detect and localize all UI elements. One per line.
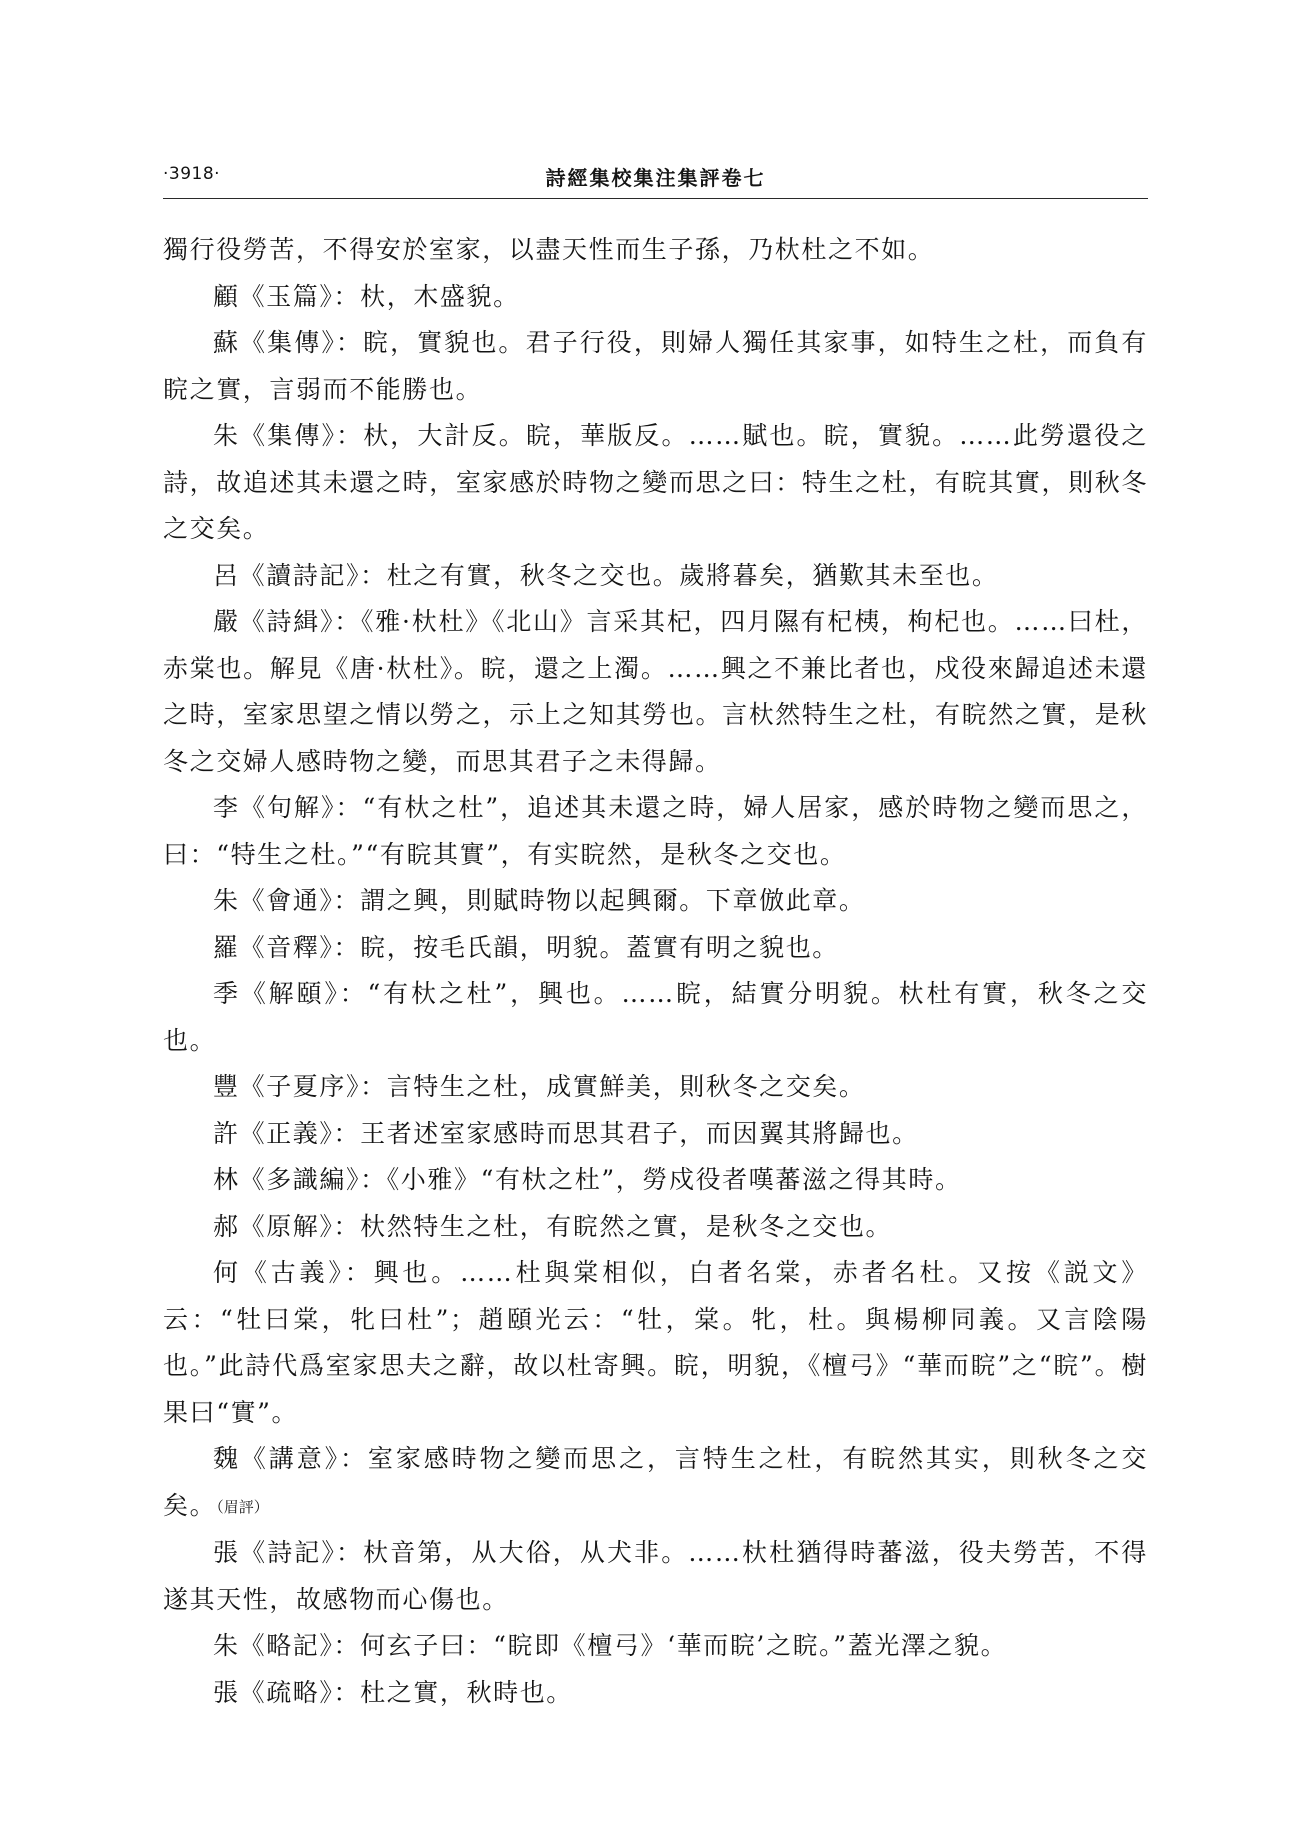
paragraph: 林《多識編》：《小雅》“有杕之杜”，勞戍役者嘆蕃滋之得其時。 <box>213 1165 962 1194</box>
page-number: ·3918· <box>163 164 221 184</box>
paragraph: 張《詩記》：杕音第，从大俗，从犬非。……杕杜猶得時蕃滋，役夫勞苦，不得遂其天性，故感物而心傷也。 <box>163 1538 1148 1614</box>
paragraph: 張《疏略》：杜之實，秋時也。 <box>213 1677 573 1707</box>
paragraph: 朱《集傳》：杕，大計反。睆，華版反。……賦也。睆，實貌。……此勞還役之詩，故追述其未還之時，室家感於時物之變而思之曰：特生之杜，有睆其實，則秋冬之交矣。 <box>163 421 1148 543</box>
paragraph: 羅《音釋》：睆，按毛氏韻，明貌。蓋實有明之貌也。 <box>213 932 839 962</box>
running-head <box>163 162 1148 194</box>
paragraph: 顧《玉篇》：杕，木盛貌。 <box>213 281 520 311</box>
paragraph: 李《句解》：“有杕之杜”，追述其未還之時，婦人居家，感於時物之變而思之，曰：“特生之杜。”“有睆其實”，有实睆然，是秋冬之交也。 <box>163 793 1148 869</box>
running-title: 詩經集校集注集評卷七 <box>545 166 766 190</box>
commentary-text <box>163 227 1148 1716</box>
header-rule <box>163 198 1148 199</box>
marginal-note: （眉評） <box>216 1497 269 1516</box>
paragraph: 許《正義》：王者述室家感時而思其君子，而因翼其將歸也。 <box>213 1118 919 1148</box>
paragraph: 呂《讀詩記》：杜之有實，秋冬之交也。歲將暮矣，猶歎其未至也。 <box>213 560 999 590</box>
paragraph: 朱《略記》：何玄子曰：“睆即《檀弓》‘華而睆’之睆。”蓋光澤之貌。 <box>213 1631 1008 1660</box>
paragraph-with-note <box>163 1436 1148 1530</box>
paragraph: 蘇《集傳》：睆，實貌也。君子行役，則婦人獨任其家事，如特生之杜，而負有睆之實，言弱而不能勝也。 <box>163 328 1148 404</box>
paragraph: 朱《會通》：謂之興，則賦時物以起興爾。下章倣此章。 <box>213 886 866 915</box>
paragraph: 獨行役勞苦，不得安於室家，以盡天性而生子孫，乃杕杜之不如。 <box>163 235 935 264</box>
paragraph: 郝《原解》：杕然特生之杜，有睆然之實，是秋冬之交也。 <box>213 1211 893 1241</box>
paragraph: 何《古義》：興也。……杜與棠相似，白者名棠，赤者名杜。又按《説文》云：“牡曰棠，牝曰杜”；趙頤光云：“牡，棠。牝，杜。與楊柳同義。又言陰陽也。”此詩代爲室家思夫之辭，故以杜寄興。睆，明貌，《檀弓》“華而睆”之“睆”。樹果曰“實”。 <box>163 1258 1148 1427</box>
paragraph: 豐《子夏序》：言特生之杜，成實鮮美，則秋冬之交矣。 <box>213 1072 866 1101</box>
paragraph: 嚴《詩緝》：《雅·杕杜》《北山》言采其杞，四月隰有杞桋，枸杞也。……曰杜，赤棠也。解見《唐·杕杜》。睆，還之上濁。……興之不兼比者也，戍役來歸追述未還之時，室家思望之情以勞之，示上之知其勞也。言杕然特生之杜，有睆然之實，是秋冬之交婦人感時物之變，而思其君子之未得歸。 <box>163 607 1148 776</box>
paragraph-text: 魏《講意》：室家感時物之變而思之，言特生之杜，有睆然其实，則秋冬之交矣。 <box>163 1444 1148 1520</box>
paragraph: 季《解頤》：“有杕之杜”，興也。……睆，結實分明貌。杕杜有實，秋冬之交也。 <box>163 979 1148 1055</box>
